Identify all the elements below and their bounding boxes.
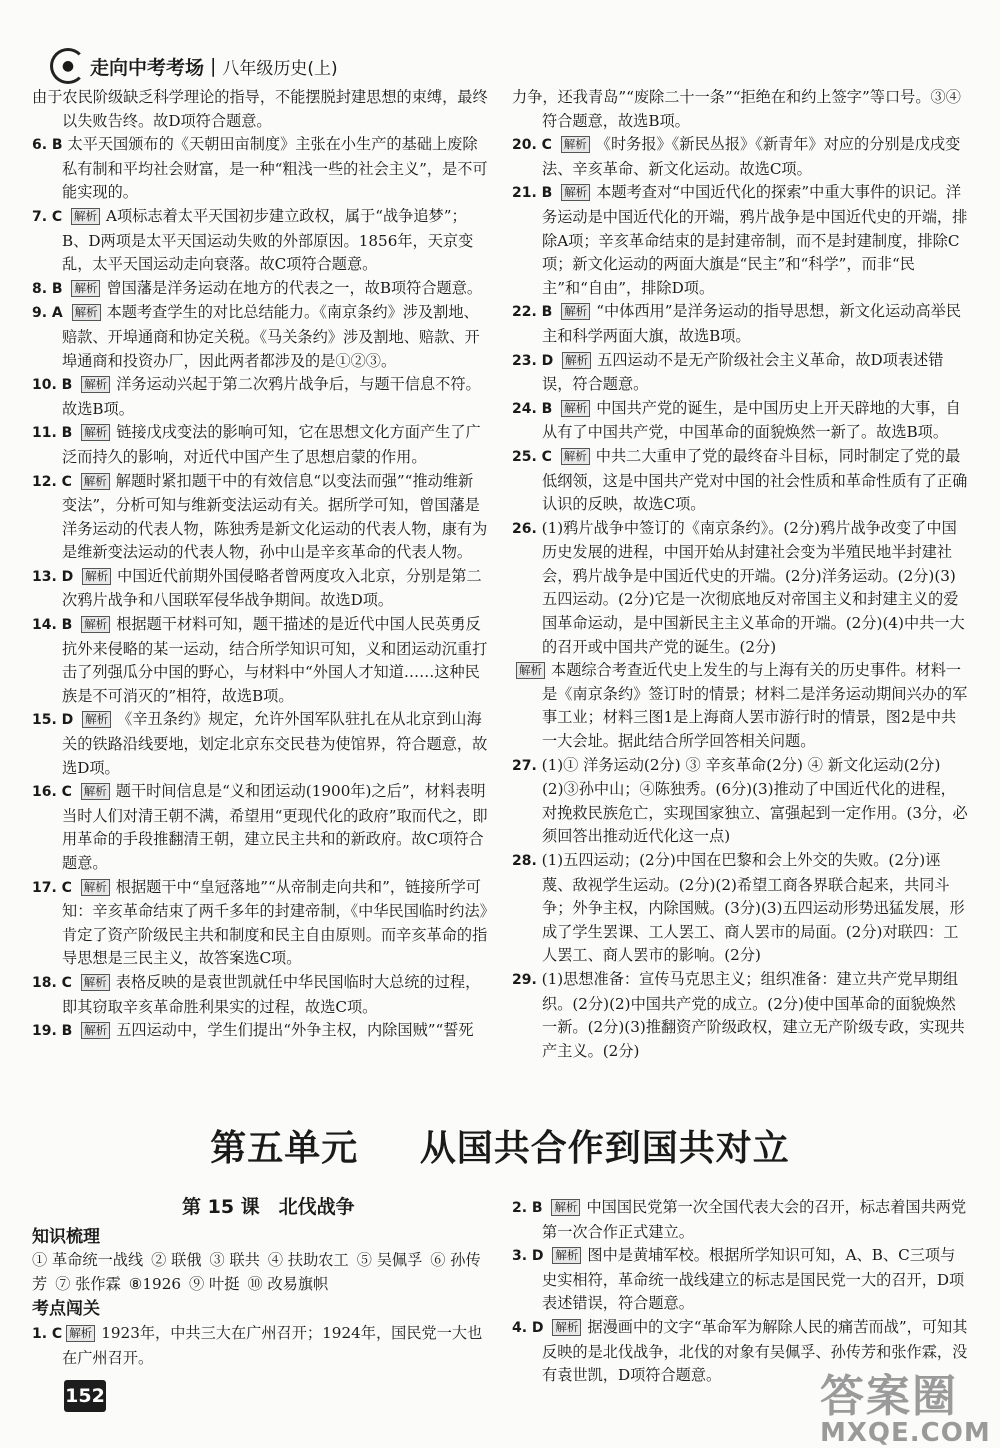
answer-item [32, 133, 488, 205]
answer-text: (1)① 洋务运动(2分) ③ 辛亥革命(2分) ④ 新文化运动(2分)(2)③孙中山；④陈独秀。(6分)(3)推动了中国近代化的进程，对挽救民族危亡，实现国家独立、富强起到一定作用。(3分，必须回答出推动近代化这一点) [541, 755, 968, 846]
analysis-tag: 解析 [81, 376, 110, 393]
knowledge-item: ⑥ 孙传芳 [32, 1251, 481, 1293]
analysis-tag: 解析 [81, 783, 110, 800]
analysis-tag: 解析 [561, 136, 590, 153]
analysis-tag: 解析 [81, 974, 110, 991]
lesson-left-column [32, 1196, 488, 1370]
answer-number: 14. B [32, 617, 73, 634]
knowledge-item: ④ 扶助农工 [267, 1251, 349, 1270]
answer-item [512, 517, 968, 660]
answer-text: (1)思想准备：宣传马克思主义；组织准备：建立共产党早期组织。(2分)(2)中国共产党的成立。(2分)使中国革命的面貌焕然一新。(2分)(3)推翻资产阶级政权，建立无产阶级专政，实现共产主义。(2分) [541, 969, 965, 1060]
answer-item [32, 1019, 488, 1044]
answer-item [512, 849, 968, 968]
answer-text: 曾国藩是洋务运动在地方的代表之一，故B项符合题意。 [106, 278, 483, 297]
answer-item [32, 277, 488, 302]
knowledge-item: ⑤ 吴佩孚 [356, 1251, 423, 1270]
answer-text: 中国国民党第一次全国代表大会的召开，标志着国共两党第一次合作正式建立。 [542, 1198, 967, 1241]
knowledge-item: ① 革命统一战线 [32, 1251, 144, 1270]
analysis-tag: 解析 [71, 208, 100, 225]
answer-number: 24. B [512, 400, 553, 417]
answer-item [512, 349, 968, 397]
answer-number: 11. B [32, 425, 73, 442]
answer-number: 26. [512, 520, 537, 537]
answer-text: (1)五四运动；(2分)中国在巴黎和会上外交的失败。(2分)诬蔑、敌视学生运动。(2分)(2)希望工商各界联合起来，共同斗争；外争主权，内除国贼。(3分)(3)五四运动形势迅猛发展，形成了学生罢课、工人罢工、商人罢市的局面。(2分)对联四：工人罢工、商人罢市的影响。(2分) [541, 851, 965, 965]
analysis-tag: 解析 [81, 473, 110, 490]
answer-text: 1923年，中共三大在广州召开；1924年，国民党一大也在广州召开。 [62, 1323, 483, 1367]
unit-title [0, 1120, 1000, 1171]
answer-text: 《时务报》《新民丛报》《新青年》对应的分别是戊戌变法、辛亥革命、新文化运动。故选C项。 [542, 135, 961, 178]
answer-text: 表格反映的是袁世凯就任中华民国临时大总统的过程，即其窃取辛亥革命胜利果实的过程，故选C项。 [62, 972, 481, 1016]
answer-item [512, 86, 968, 133]
answer-item [32, 708, 488, 780]
answer-text: 根据题干中“皇冠落地”“从帝制走向共和”，链接所学可知：辛亥革命结束了两千多年的封建帝制，《中华民国临时约法》肯定了资产阶级民主共和制度和民主自由原则。而辛亥革命的指导思想是三民主义，故答案选C项。 [62, 877, 488, 968]
analysis-tag: 解析 [71, 280, 100, 297]
answer-text: 链接戊戌变法的影响可知，它在思想文化方面产生了广泛而持久的影响，对近代中国产生了思想启蒙的作用。 [62, 423, 481, 466]
answer-item [512, 133, 968, 181]
answer-item [32, 470, 488, 565]
answer-item [512, 445, 968, 517]
answer-text: 本题综合考查近代史上发生的与上海有关的历史事件。材料一是《南京条约》签订时的情景；材料二是洋务运动期间兴办的军事工业；材料三图1是上海商人罢市游行时的情景，图2是中共一大会址。据此结合所学回答相关问题。 [542, 661, 968, 751]
answer-number: 18. C [32, 974, 72, 991]
answer-item [32, 565, 488, 613]
analysis-tag: 解析 [562, 352, 591, 369]
answer-number: 29. [512, 971, 537, 988]
book-subject: 八年级历史(上) [222, 58, 338, 79]
watermark-line2: MXQE.COM [820, 1418, 991, 1448]
analysis-tag: 解析 [561, 448, 590, 465]
answer-number: 17. C [32, 879, 72, 896]
answer-item [512, 659, 968, 753]
analysis-tag: 解析 [81, 424, 110, 441]
answer-text: 太平天国颁布的《天朝田亩制度》主张在小生产的基础上废除私有制和平均社会财富，是一种“粗浅一些的社会主义”，是不可能实现的。 [62, 135, 488, 202]
answer-number: 1. C [32, 1325, 63, 1342]
answer-text: 题干时间信息是“义和团运动(1900年)之后”，材料表明当时人们对清王朝不满，希望用“更现代化的政府”取而代之，即用革命的手段推翻清王朝，建立民主共和的新政府。故C项符合题意。 [62, 782, 488, 872]
analysis-tag: 解析 [81, 1022, 110, 1039]
analysis-tag: 解析 [82, 568, 111, 585]
answer-text: 《辛丑条约》规定，允许外国军队驻扎在从北京到山海关的铁路沿线要地，划定北京东交民巷为使馆界，符合题意，故选D项。 [62, 710, 488, 777]
knowledge-list [32, 1249, 488, 1296]
answer-item [32, 373, 488, 421]
unit-name: 从国共合作到国共对立 [419, 1128, 790, 1169]
page-header [30, 20, 970, 79]
answer-number: 9. A [32, 305, 63, 322]
answer-number: 7. C [32, 208, 63, 225]
answer-item [512, 397, 968, 445]
answer-number: 23. D [512, 352, 554, 369]
answer-text: (1)鸦片战争中签订的《南京条约》。(2分)鸦片战争改变了中国历史发展的进程，中国开始从封建社会变为半殖民地半封建社会，鸦片战争是中国近代史的开端。(2分)洋务运动。(2分)(3)五四运动。(2分)它是一次彻底地反对帝国主义和封建主义的爱国革命运动，是中国新民主主义革命的开端。(2分)(4)中共一大的召开或中国共产党的诞生。(2分) [541, 518, 965, 656]
analysis-tag: 解析 [81, 879, 110, 896]
answer-number: 20. C [512, 137, 552, 154]
analysis-tag: 解析 [552, 1319, 581, 1336]
answer-item [512, 1244, 968, 1316]
watermark [820, 1360, 991, 1448]
watermark-line1: 答案圈 [820, 1371, 958, 1422]
book-title: 走向中考考场 [90, 56, 205, 79]
answer-text: 由于农民阶级缺乏科学理论的指导，不能摆脱封建思想的束缚，最终以失败告终。故D项符合题意。 [32, 88, 488, 130]
answer-item [512, 1196, 968, 1244]
answer-text: 洋务运动兴起于第二次鸦片战争后，与题干信息不符。故选B项。 [62, 375, 481, 418]
answer-number: 22. B [512, 304, 553, 321]
answer-text: 解题时紧扣题干中的有效信息“以变法而强”“推动维新变法”，分析可知与维新变法运动有关。据所学可知，曾国藩是洋务运动的代表人物，陈独秀是新文化运动的代表人物，康有为是维新变法运动的代表人物，孙中山是辛亥革命的代表人物。 [62, 471, 488, 562]
unit-number: 第五单元 [210, 1128, 359, 1169]
analysis-tag: 解析 [82, 711, 111, 728]
knowledge-item: ③ 联共 [209, 1251, 260, 1270]
answer-text: “中体西用”是洋务运动的指导思想，新文化运动高举民主和科学两面大旗，故选B项。 [542, 302, 962, 345]
answer-text: 中国共产党的诞生，是中国历史上开天辟地的大事，自从有了中国共产党，中国革命的面貌焕然一新了。故选B项。 [542, 398, 961, 442]
knowledge-item: ⑧1926 [128, 1274, 182, 1293]
answer-item [512, 181, 968, 300]
answer-text: 根据题干材料可知，题干描述的是近代中国人民英勇反抗外来侵略的某一运动，结合所学知识可知，义和团运动沉重打击了列强瓜分中国的野心，与材料中“外国人才知道……这种民族是不可消灭的”相符，故选B项。 [62, 615, 488, 705]
analysis-tag: 解析 [551, 1199, 580, 1216]
answer-text: 力争，还我青岛”“废除二十一条”“拒绝在和约上签字”等口号。③④符合题意，故选B项。 [512, 88, 961, 130]
analysis-tag: 解析 [552, 1247, 581, 1264]
answer-number: 2. B [512, 1200, 543, 1216]
answer-number: 27. [512, 757, 537, 774]
answer-number: 8. B [32, 280, 63, 297]
answer-number: 3. D [512, 1248, 544, 1265]
book-logo [50, 48, 338, 84]
answer-text: 本题考查学生的对比总结能力。《南京条约》涉及割地、赔款、开埠通商和协定关税。《马关条约》涉及割地、赔款、开埠通商和投资办厂，因此两者都涉及的是①②③。 [62, 303, 480, 370]
answer-number: 12. C [32, 473, 72, 490]
answer-item [512, 300, 968, 348]
analysis-tag: 解析 [561, 184, 590, 201]
answer-number: 28. [512, 853, 537, 869]
analysis-tag: 解析 [66, 1325, 95, 1342]
lesson-right-column [512, 1196, 968, 1388]
knowledge-item: ⑩ 改易旗帜 [247, 1274, 329, 1293]
answer-number: 19. B [32, 1023, 73, 1040]
knowledge-item: ② 联俄 [151, 1251, 202, 1270]
answer-item [32, 1322, 488, 1370]
knowledge-item: ⑨ 叶挺 [189, 1274, 240, 1293]
answer-text: 五四运动不是无产阶级社会主义革命，故D项表述错误，符合题意。 [542, 350, 944, 394]
answers-left-column [32, 86, 488, 1044]
answer-item [32, 205, 488, 277]
answer-number: 16. C [32, 784, 72, 801]
header-separator: | [210, 55, 217, 77]
answer-item [32, 613, 488, 708]
answer-text: 中国近代前期外国侵略者曾两度攻入北京，分别是第二次鸦片战争和八国联军侵华战争期间。故选D项。 [62, 566, 482, 610]
answer-number: 13. D [32, 568, 74, 585]
answer-item [32, 780, 488, 875]
lesson-title: 第 15 课 北伐战争 [182, 1196, 355, 1218]
knowledge-heading: 知识梳理 [32, 1226, 100, 1247]
analysis-tag: 解析 [561, 303, 590, 320]
analysis-tag: 解析 [561, 400, 590, 417]
answer-item [32, 876, 488, 971]
answer-item [512, 968, 968, 1063]
answer-text: A项标志着太平天国初步建立政权，属于“战争追梦”；B、D两项是太平天国运动失败的外部原因。1856年，天京变乱，太平天国运动走向衰落。故C项符合题意。 [62, 206, 474, 274]
answer-text: 图中是黄埔军校。根据所学知识可知，A、B、C三项与史实相符，革命统一战线建立的标志是国民党一大的召开，D项表述错误，符合题意。 [542, 1246, 965, 1313]
answer-item [32, 301, 488, 373]
answers-right-column [512, 86, 968, 1063]
analysis-tag: 解析 [81, 616, 110, 633]
answer-number: 21. B [512, 185, 553, 202]
answer-number: 6. B [32, 137, 63, 154]
answer-item [32, 421, 488, 469]
answer-number: 10. B [32, 377, 73, 394]
answer-item [32, 86, 488, 133]
answer-number: 15. D [32, 712, 74, 729]
knowledge-item: ⑦ 张作霖 [55, 1274, 121, 1293]
analysis-tag: 解析 [72, 304, 101, 321]
answer-item [32, 971, 488, 1019]
practice-heading: 考点闯关 [32, 1299, 100, 1320]
page-number: 152 [64, 1380, 106, 1412]
answer-text: 五四运动中，学生们提出“外争主权，内除国贼”“誓死 [116, 1021, 474, 1040]
analysis-tag: 解析 [516, 662, 545, 679]
answer-text: 本题考查对“中国近代化的探索”中重大事件的识记。洋务运动是中国近代化的开端，鸦片战争是中国近代史的开端，排除A项；辛亥革命结束的是封建帝制，而不是封建制度，排除C项；新文化运动的两面大旗是“民主”和“科学”，而非“民主”和“自由”，排除D项。 [542, 183, 968, 297]
answer-item [512, 754, 968, 849]
answer-text: 据漫画中的文字“革命军为解除人民的痛苦而战”，可知其反映的是北伐战争，北伐的对象有吴佩孚、孙传芳和张作霖，没有袁世凯，D项符合题意。 [542, 1317, 968, 1385]
book-logo-icon: ● [50, 48, 86, 84]
answer-number: 4. D [512, 1319, 544, 1336]
answer-number: 25. C [512, 448, 552, 465]
answer-text: 中共二大重申了党的最终奋斗目标，同时制定了党的最低纲领，这是中国共产党对中国的社会性质和革命性质有了正确认识的反映，故选C项。 [542, 446, 968, 514]
